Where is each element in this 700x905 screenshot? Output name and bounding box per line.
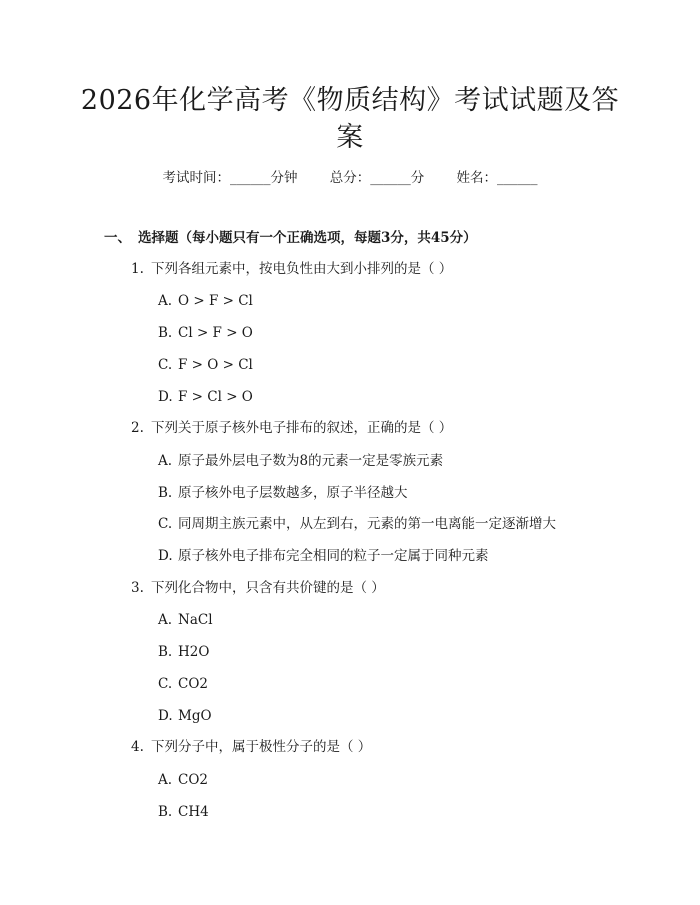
option-text: F > O > Cl xyxy=(178,357,253,373)
question-2-option-d xyxy=(158,547,489,565)
question-number: 2. xyxy=(131,420,144,436)
option-text: 原子核外电子排布完全相同的粒子一定属于同种元素 xyxy=(178,548,489,564)
question-3-option-a xyxy=(158,611,213,629)
section-title: 选择题（每小题只有一个正确选项，每题3分，共45分） xyxy=(138,230,477,246)
section-number: 一、 xyxy=(104,230,131,246)
question-2 xyxy=(131,419,452,437)
question-text: 下列化合物中，只含有共价键的是（ ） xyxy=(151,580,385,596)
option-text: H2O xyxy=(178,644,210,660)
option-text: 同周期主族元素中，从左到右，元素的第一电离能一定逐渐增大 xyxy=(178,516,556,532)
question-number: 4. xyxy=(131,739,144,755)
question-1 xyxy=(131,260,452,278)
exam-time: 考试时间：______分钟 xyxy=(162,170,298,186)
question-number: 1. xyxy=(131,261,144,277)
option-letter: D. xyxy=(158,708,173,724)
question-4-option-b xyxy=(158,803,209,821)
option-text: CO2 xyxy=(178,676,208,692)
option-letter: A. xyxy=(158,612,173,628)
option-letter: C. xyxy=(158,357,173,373)
question-text: 下列关于原子核外电子排布的叙述，正确的是（ ） xyxy=(151,420,453,436)
question-text: 下列各组元素中，按电负性由大到小排列的是（ ） xyxy=(151,261,453,277)
option-text: CH4 xyxy=(178,804,209,820)
option-letter: C. xyxy=(158,676,173,692)
option-text: CO2 xyxy=(178,772,208,788)
question-3-option-b xyxy=(158,643,209,661)
exam-total-score: 总分：______分 xyxy=(329,170,425,186)
question-1-option-b xyxy=(158,324,253,342)
option-letter: D. xyxy=(158,389,173,405)
option-letter: D. xyxy=(158,548,173,564)
question-3 xyxy=(131,579,385,597)
question-text: 下列分子中，属于极性分子的是（ ） xyxy=(151,739,372,755)
question-1-option-d xyxy=(158,388,253,406)
question-4 xyxy=(131,738,371,756)
question-1-option-c xyxy=(158,356,253,374)
option-letter: A. xyxy=(158,293,173,309)
option-text: MgO xyxy=(178,708,212,724)
question-3-option-d xyxy=(158,707,212,725)
section-heading xyxy=(104,229,477,247)
option-letter: A. xyxy=(158,772,173,788)
question-4-option-a xyxy=(158,771,208,789)
question-2-option-b xyxy=(158,484,408,502)
option-letter: B. xyxy=(158,804,173,820)
question-number: 3. xyxy=(131,580,144,596)
question-2-option-c xyxy=(158,515,556,533)
question-3-option-c xyxy=(158,675,208,693)
option-text: 原子核外电子层数越多，原子半径越大 xyxy=(178,485,408,501)
option-text: O > F > Cl xyxy=(178,293,253,309)
option-letter: B. xyxy=(158,485,173,501)
option-letter: A. xyxy=(158,453,173,469)
page-title: 2026年化学高考《物质结构》考试试题及答案 xyxy=(80,85,620,153)
option-text: 原子最外层电子数为8的元素一定是零族元素 xyxy=(178,453,444,469)
question-1-option-a xyxy=(158,292,253,310)
option-text: NaCl xyxy=(178,612,213,628)
exam-student-name: 姓名：______ xyxy=(456,170,538,186)
option-letter: B. xyxy=(158,644,173,660)
exam-meta xyxy=(0,169,700,187)
question-2-option-a xyxy=(158,452,443,470)
option-letter: C. xyxy=(158,516,173,532)
option-text: F > Cl > O xyxy=(178,389,253,405)
option-letter: B. xyxy=(158,325,173,341)
option-text: Cl > F > O xyxy=(178,325,253,341)
